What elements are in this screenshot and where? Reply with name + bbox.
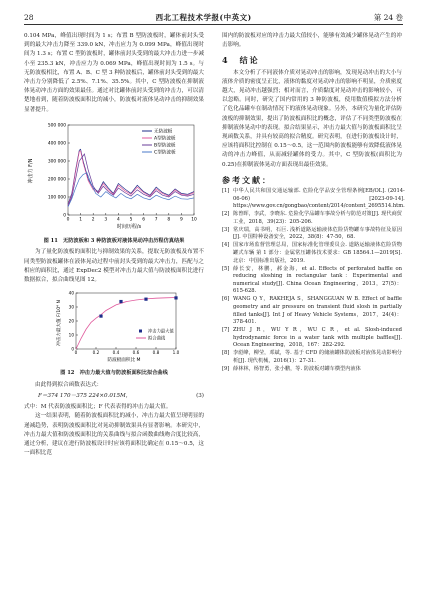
page-header	[24, 10, 403, 25]
figure-11-chart	[24, 119, 204, 231]
figure-12-chart	[24, 289, 204, 363]
reference-number: [3]	[222, 226, 230, 233]
reference-number: [2]	[222, 211, 230, 218]
x-tick-label: 9	[180, 217, 183, 223]
reference-item	[222, 350, 402, 365]
x-tick-label: 3	[104, 217, 108, 223]
y-tick-label: 200 000	[47, 177, 66, 183]
legend-label: A型防波板	[154, 136, 176, 142]
body-paragraph: 这一结果表明，随着防波板面积比的减小，冲击力最大值呈现明显的递减趋势，表明防波板面积比对晃动抑制效果具有显著影响。本研究中，冲击力最大值和防波板面积比的关系曲线与拟合函数曲线吻合度比较高，通过分析，建议在进行防波板设计时应该将面积比确定在 0.15～0.5，这一面积比范	[24, 413, 204, 457]
data-point	[119, 300, 122, 303]
reference-number: [7]	[222, 327, 230, 334]
data-point	[99, 315, 102, 318]
legend-label: 拟合曲线	[148, 336, 166, 342]
reference-item	[222, 327, 402, 350]
x-tick-label: 6	[142, 217, 145, 223]
reference-text: 中华人民共和国交通运输部. 危险化学品安全管理条例[EB/OL]. (2014-06-06) [2023-09-14]. https://www.gov.cn/gongbao/content/2014/content_2695514.htm.	[233, 188, 405, 210]
page-number: 28	[24, 12, 34, 22]
x-tick-label: 0.4	[112, 350, 120, 356]
legend-label: 无防波板	[154, 129, 173, 135]
y-tick-label: 20	[68, 318, 74, 324]
equation-3	[38, 392, 204, 401]
journal-title: 西北工程技术学报(中英文)	[155, 12, 252, 22]
reference-item	[222, 211, 402, 226]
reference-text: WANG Q Y，RAKHEJA S，SHANGGUAN W B. Effect of baffle geometry and air pressure on transient fluid slosh in partially filled tanks[J]. Int J of Heavy Vehicle Systems，2017，24(4)：378-401.	[233, 296, 402, 326]
x-tick-label: 8	[167, 217, 171, 223]
y-tick-label: 300 000	[47, 159, 66, 165]
y-tick-label: 0	[71, 346, 74, 352]
figure-12-axes	[69, 291, 180, 356]
y-tick-label: 500 000	[47, 123, 66, 129]
reference-item	[222, 366, 402, 374]
legend-label: 冲击力最大值	[148, 329, 174, 335]
reference-text: 李彪峰，柳莹，邓斌，等. 基于 CFD 的储液罐体防波板对液体晃动影响分析[J]. 现代机械，2016(1)：27-31.	[233, 350, 402, 364]
body-paragraph: 式中：M 代表防波板面积比；F 代表表得的冲击力最大值。	[24, 404, 172, 411]
body-paragraph: 本文分析了不同液体介质对晃动冲击的影响，发现晃动冲击的大小与液体介质的密度呈正比，液体的黏度对晃动冲击的影响不明显，介质密度越大，晃动冲击越强烈；相对而言，介质黏度对晃动冲击的影响较小，可以忽略。同时，研究了国内常用的 3 种防波板，使用数值模拟方法分析了危化品罐车在制动情况下的液体晃动现象。另外，本研究为量化评估防波板的抑制效果，提出了防波板面积比的概念，评估了不同类型防波板在抑制液体晃动中的表现。拟合结果显示，冲击力最大值与防波板面积比呈现函数关系，并具有较高的拟合精度。研究表明，在进行防波板设计时，应该将面积比控制在 0.15～0.5，这一范围内防波板能够有效降低液体晃动的冲击力峰值，从而减轻罐体的受力。其中，C 型防波板(面积比为 0.25)在抑制液体晃动方面表现出最佳效果。	[222, 69, 402, 168]
reference-item	[222, 227, 402, 242]
references-title: 参考文献：	[222, 174, 272, 185]
reference-number: [4]	[222, 242, 230, 249]
reference-number: [5]	[222, 265, 230, 272]
figure-12-ylabel: 冲击力最大值 F/10⁴ N	[57, 300, 62, 347]
right-column	[222, 32, 405, 374]
figure-11-caption: 图 11 无防波板和 3 种防波板对液体晃动冲击历程仿真结果	[43, 238, 185, 245]
figure-12	[24, 289, 204, 367]
figure-11	[24, 119, 204, 235]
data-point	[174, 297, 177, 300]
figure-11-legend	[142, 128, 176, 156]
series-line-1	[68, 151, 194, 205]
y-tick-label: 0	[63, 213, 66, 219]
figure-12-xlabel: 防波板面积比 M	[107, 358, 141, 364]
reference-item	[222, 242, 402, 265]
figure-11-xlabel: 时间历程/s	[116, 223, 142, 230]
body-paragraph: 由此得到拟合函数表达式：	[35, 381, 103, 388]
equation-number: (3)	[196, 393, 204, 400]
figure-11-ylabel: 冲击力 F/N	[28, 158, 34, 184]
reference-text: 国家市场监督管理总局，国家标准化管理委员会. 道路运输液体危险货物罐式车辆 第 1 部分：金属常压罐体技术要求：GB 18564.1—2019[S]. 北京：中国标准出版社，2019.	[233, 242, 402, 264]
legend-label: C型防波板	[154, 150, 176, 156]
x-tick-label: 10	[191, 217, 197, 223]
x-tick-label: 2	[91, 217, 95, 223]
figure-11-series	[68, 149, 194, 207]
x-tick-label: 0	[66, 217, 70, 223]
x-tick-label: 5	[129, 217, 133, 223]
reference-number: [1]	[222, 188, 230, 195]
x-tick-label: 0	[74, 350, 78, 356]
equation-text: F＝374 170－375 224×0.015M，	[38, 393, 132, 400]
reference-number: [6]	[222, 296, 230, 303]
x-tick-label: 0.2	[92, 350, 100, 356]
y-tick-label: 400 000	[47, 141, 66, 147]
reference-item	[222, 296, 402, 326]
legend-swatch	[139, 330, 142, 333]
figure-12-caption: 图 12 冲击力最大值与防波板面积比拟合曲线	[60, 370, 168, 377]
x-tick-label: 0.8	[152, 350, 160, 356]
y-tick-label: 40	[68, 290, 74, 296]
reference-list	[222, 188, 405, 373]
left-column	[24, 32, 204, 458]
reference-number: [8]	[222, 350, 230, 357]
x-tick-label: 1	[79, 217, 82, 223]
x-tick-label: 7	[154, 217, 158, 223]
reference-text: 薛林林，杨智勇，张小鹏，等. 防波板对罐车横型内液体	[233, 365, 361, 372]
section-title-conclusion: 4 结论	[222, 55, 260, 66]
reference-text: 陈曾晖，李武，李晓东. 危险化学品罐车事故分析与防范对策[J]. 现代商贸工业，2018，39(23)：205-206.	[233, 211, 402, 225]
reference-text: 常庆瑞，高书明，石巨. 浅析道路运输液体危险货物罐车事故特征及原因[J]. 中国特种设备安全，2022，38(8)：47-50，68.	[233, 226, 402, 241]
y-tick-label: 30	[68, 304, 74, 310]
body-paragraph: 0.104 MPa，峰值出现时间为 1 s；布置 B 型防波板时，罐体前封头受到的最大冲击力降至 339.0 kN，冲击应力为 0.099 MPa，峰值出现时间为 1.3 s；布置 C 型防波板时，罐体前封头受到的最大冲击力进一步减小至 235.3 kN，冲击应力为 0.069 MPa，峰值出现时间为 1.5 s。与无防波板相比，布置 A、B、C 型 3 种防波板后，罐体前封头受到的最大冲击力分别降低了 2.5%、7.1%、35.5%。其中，C 型防波板在抑制液体晃动冲击方面的效果最佳。通过对比罐体前封头受到的冲击力，可以清楚地看到，随着防波板面积比的减小，防波板对液体晃动冲击的抑制效果显著提升。	[24, 33, 204, 113]
body-paragraph: 围内的防波板对应的冲击力最大值较小，能够有效减少罐体晃动产生的冲击影响。	[222, 33, 402, 49]
legend-label: B型防波板	[154, 143, 176, 149]
reference-item	[222, 188, 405, 211]
x-tick-label: 4	[117, 217, 120, 223]
x-tick-label: 1.0	[172, 350, 180, 356]
volume-label: 第 24 卷	[373, 12, 403, 22]
y-tick-label: 100 000	[47, 195, 66, 201]
reference-text: 薛长安，林鹏，郝金海，et al. Effects of perforated baffle on reducing sloshing in rectangular tank：Experimental and numerical study[J]. China Ocean Engineering，2013，27(5)：615-628.	[233, 265, 402, 295]
body-paragraph: 为了量化防波板的面积比与抑制效果的关系，提取无防波板及布置不同类型防波板罐体在液体晃动过程中前封头受到的最大冲击力，匹配与之相应的面积比，通过 ExpDec2 模型对冲击力最大值与防波板面积比进行数据拟合，拟合曲线见图 12。	[24, 249, 204, 284]
data-point	[144, 298, 147, 301]
reference-number: [9]	[222, 365, 230, 372]
reference-item	[222, 266, 402, 296]
figure-12-legend	[136, 328, 174, 342]
y-tick-label: 10	[68, 332, 74, 338]
reference-text: ZHU J R，WU Y R，WU C R，et al. Slosh-induced hydrodynamic force in a water tank with multiple baffles[J]. Ocean Engineering，2018，167：282-292.	[233, 327, 402, 349]
x-tick-label: 0.6	[132, 350, 140, 356]
series-line-2	[68, 154, 194, 206]
